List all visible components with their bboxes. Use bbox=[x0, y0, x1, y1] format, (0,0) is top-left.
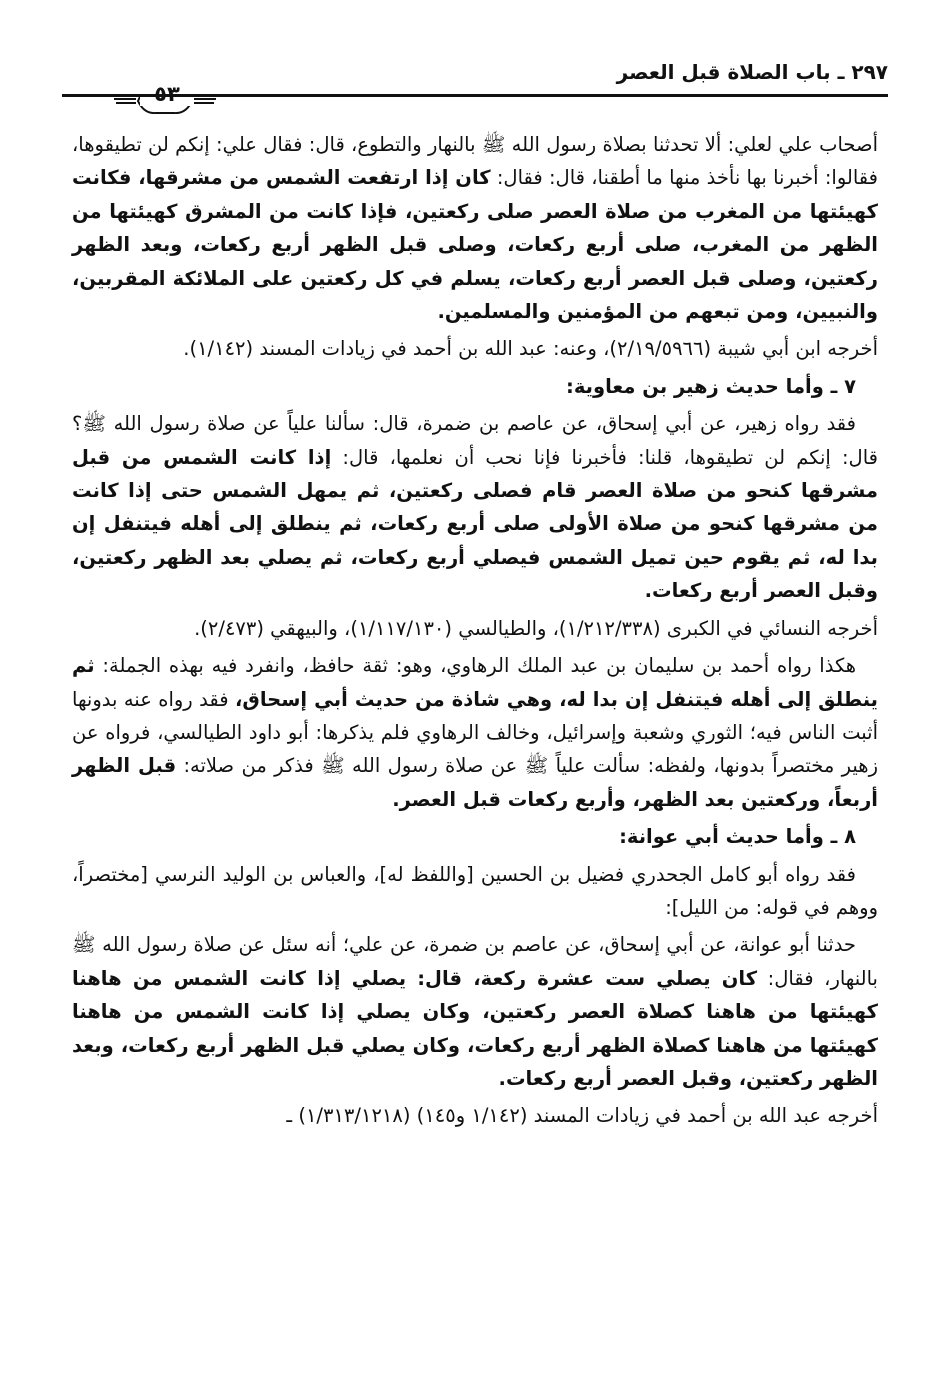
bold-text: ثم ينطلق إلى أهله فيتنفل إن بدا له، وهي شاذة من حديث أبي إسحاق، bbox=[72, 654, 878, 711]
paragraph bbox=[72, 858, 878, 925]
running-header bbox=[62, 60, 888, 122]
section-heading bbox=[72, 820, 878, 853]
paragraph bbox=[72, 649, 878, 816]
bold-text: قبل الظهر أربعاً، وركعتين بعد الظهر، وأربع ركعات قبل العصر. bbox=[72, 754, 878, 811]
section-heading bbox=[72, 370, 878, 403]
text-run: فقد رواه زهير، عن أبي إسحاق، عن عاصم بن ضمرة، قال: سألنا علياً عن صلاة رسول الله ﷺ؟ قال: إنكم لن تطيقوها، قلنا: فأخبرنا فإنا نحب أن نعلمها، قال: bbox=[72, 412, 878, 469]
paragraph bbox=[72, 612, 878, 645]
bold-text: إذا كانت الشمس من قبل مشرقها كنحو من صلاة العصر قام فصلى ركعتين، ثم يمهل الشمس حتى إذا كانت من مشرقها كنحو من صلاة الأولى صلى أربع ركعات، ثم ينطلق إلى أهله فيتنفل إن بدا له، ثم يقوم حين تميل الشمس فيصلي أربع ركعات، ثم يصلي بعد الظهر ركعتين، وقبل العصر أربع ركعات. bbox=[72, 445, 878, 603]
bold-text: كان إذا ارتفعت الشمس من مشرقها، فكانت كهيئتها من المغرب من صلاة العصر صلى ركعتين، فإذا كانت من المشرق كهيئتها من الظهر من المغرب، صلى أربع ركعات، وصلى قبل الظهر أربع ركعات، وبعد الظهر ركعتين، وصلى قبل العصر أربع ركعات، يسلم في كل ركعتين على الملائكة المقربين، والنبيين، ومن تبعهم من المؤمنين والمسلمين. bbox=[72, 166, 878, 324]
paragraph bbox=[72, 128, 878, 328]
text-run: أخرجه ابن أبي شيبة (٢/١٩/٥٩٦٦)، وعنه: عبد الله بن أحمد في زيادات المسند (١/١٤٢). bbox=[183, 337, 878, 361]
paragraph bbox=[72, 332, 878, 365]
paragraph bbox=[72, 928, 878, 1095]
bold-text: ٧ ـ وأما حديث زهير بن معاوية: bbox=[566, 374, 856, 398]
page-number: ٥٣ bbox=[140, 82, 194, 106]
chapter-title: ٢٩٧ ـ باب الصلاة قبل العصر bbox=[616, 60, 888, 84]
text-run: حدثنا أبو عوانة، عن أبي إسحاق، عن عاصم بن ضمرة، عن علي؛ أنه سئل عن صلاة رسول الله ﷺ بالنهار، فقال: bbox=[72, 933, 878, 990]
text-run: أخرجه عبد الله بن أحمد في زيادات المسند (١/١٤٢ و١٤٥) (١/٣١٣/١٢١٨) ـ bbox=[286, 1104, 878, 1128]
text-run: فقد رواه أبو كامل الجحدري فضيل بن الحسين [واللفظ له]، والعباس بن الوليد النرسي [مختصراً، ووهم في قوله: من الليل]: bbox=[72, 862, 878, 919]
header-rule bbox=[62, 94, 888, 97]
text-run: أخرجه النسائي في الكبرى (١/٢١٢/٣٣٨)، والطيالسي (١/١١٧/١٣٠)، والبيهقي (٢/٤٧٣). bbox=[194, 616, 878, 640]
bold-text: ٨ ـ وأما حديث أبي عوانة: bbox=[619, 825, 856, 849]
text-run: هكذا رواه أحمد بن سليمان بن عبد الملك الرهاوي، وهو: ثقة حافظ، وانفرد فيه بهذه الجملة: bbox=[94, 654, 856, 678]
text-run: أصحاب علي لعلي: ألا تحدثنا بصلاة رسول الله ﷺ بالنهار والتطوع، قال: فقال علي: إنكم لن تطيقوها، فقالوا: أخبرنا بها نأخذ منها ما أطقنا، قال: فقال: bbox=[72, 133, 878, 190]
text-run: فقد رواه عنه بدونها أثبت الناس فيه؛ الثوري وشعبة وإسرائيل، وخالف الرهاوي فلم يذكرها: أبو داود الطيالسي، فرواه عن زهير مختصراً بدونها، ولفظه: سألت علياً ﷺ عن صلاة رسول الله ﷺ فذكر من صلاته: bbox=[72, 687, 878, 778]
bold-text: كان يصلي ست عشرة ركعة، قال: يصلي إذا كانت الشمس من هاهنا كهيئتها من هاهنا كصلاة العصر ركعتين، وكان يصلي إذا كانت الشمس من هاهنا كهيئتها من هاهنا كصلاة الظهر أربع ركعات، وكان يصلي قبل الظهر أربع ركعات، وبعد الظهر ركعتين، وقبل العصر أربع ركعات. bbox=[72, 966, 878, 1090]
paragraph bbox=[72, 407, 878, 607]
paragraph bbox=[72, 1099, 878, 1132]
page-body bbox=[72, 128, 878, 1137]
